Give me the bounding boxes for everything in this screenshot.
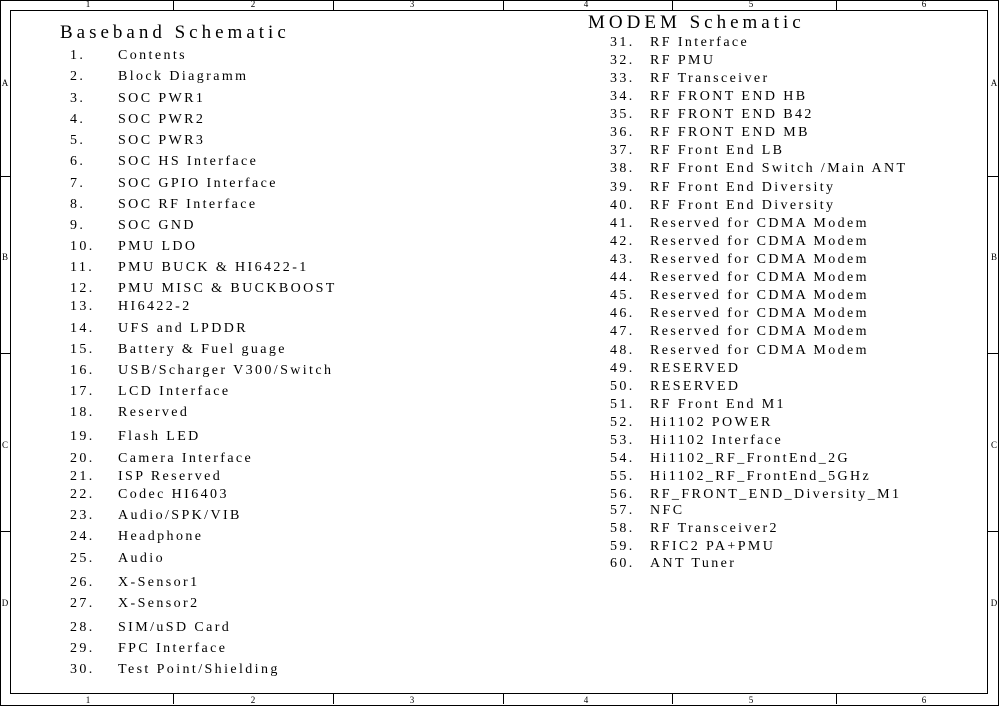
baseband-entry	[70, 575, 199, 591]
entry-number: 56.	[610, 487, 635, 502]
baseband-entry	[70, 197, 258, 213]
entry-label: HI6422-2	[118, 299, 192, 314]
modem-entry	[610, 451, 850, 467]
entry-label: RFIC2 PA+PMU	[650, 539, 776, 554]
entry-number: 2.	[70, 69, 86, 84]
entry-number: 46.	[610, 306, 635, 321]
column-marker: 3	[409, 0, 415, 9]
entry-label: SOC PWR1	[118, 91, 206, 106]
entry-label: Reserved for CDMA Modem	[650, 306, 869, 321]
column-marker: 2	[250, 695, 256, 705]
modem-entry	[610, 361, 740, 377]
baseband-entry	[70, 239, 197, 255]
entry-label: Reserved for CDMA Modem	[650, 343, 869, 358]
entry-number: 43.	[610, 252, 635, 267]
entry-label: Reserved for CDMA Modem	[650, 288, 869, 303]
entry-label: RF FRONT END B42	[650, 107, 814, 122]
baseband-entry	[70, 662, 280, 678]
entry-number: 47.	[610, 324, 635, 339]
entry-label: USB/Scharger V300/Switch	[118, 363, 334, 378]
entry-number: 58.	[610, 521, 635, 536]
entry-number: 14.	[70, 321, 95, 336]
entry-label: NFC	[650, 503, 685, 518]
entry-label: Block Diagramm	[118, 69, 249, 84]
entry-number: 28.	[70, 620, 95, 635]
baseband-entry	[70, 112, 205, 128]
entry-label: RF FRONT END HB	[650, 89, 808, 104]
baseband-title: Baseband Schematic	[60, 22, 290, 43]
entry-label: Hi1102_RF_FrontEnd_5GHz	[650, 469, 872, 484]
baseband-entry	[70, 405, 189, 421]
entry-label: SIM/uSD Card	[118, 620, 232, 635]
entry-number: 41.	[610, 216, 635, 231]
entry-label: Reserved for CDMA Modem	[650, 234, 869, 249]
column-divider	[836, 0, 837, 10]
entry-number: 18.	[70, 405, 95, 420]
column-divider	[503, 694, 504, 704]
entry-number: 24.	[70, 529, 95, 544]
modem-entry	[610, 180, 835, 196]
entry-label: Test Point/Shielding	[118, 662, 280, 677]
modem-entry	[610, 539, 775, 555]
baseband-entry	[70, 321, 248, 337]
entry-label: Audio/SPK/VIB	[118, 508, 242, 523]
baseband-entry	[70, 69, 248, 85]
row-marker: B	[1, 252, 8, 262]
column-divider	[333, 0, 334, 10]
entry-number: 51.	[610, 397, 635, 412]
baseband-entry	[70, 596, 199, 612]
entry-number: 53.	[610, 433, 635, 448]
modem-entry	[610, 35, 749, 51]
entry-number: 5.	[70, 133, 86, 148]
entry-label: Reserved for CDMA Modem	[650, 324, 869, 339]
modem-entry	[610, 143, 784, 159]
column-divider	[173, 694, 174, 704]
entry-label: LCD Interface	[118, 384, 231, 399]
entry-label: RESERVED	[650, 379, 741, 394]
entry-label: SOC PWR2	[118, 112, 206, 127]
baseband-entry	[70, 154, 258, 170]
modem-entry	[610, 469, 871, 485]
modem-entry	[610, 397, 786, 413]
modem-entry	[610, 161, 907, 177]
entry-label: RESERVED	[650, 361, 741, 376]
column-divider	[836, 694, 837, 704]
baseband-entry	[70, 384, 230, 400]
modem-entry	[610, 503, 684, 519]
entry-number: 31.	[610, 35, 635, 50]
baseband-entry	[70, 218, 196, 234]
baseband-entry	[70, 641, 227, 657]
baseband-entry	[70, 363, 333, 379]
entry-number: 48.	[610, 343, 635, 358]
modem-entry	[610, 415, 773, 431]
baseband-entry	[70, 48, 187, 64]
entry-label: SOC RF Interface	[118, 197, 258, 212]
row-divider	[988, 353, 998, 354]
baseband-entry	[70, 529, 203, 545]
entry-number: 19.	[70, 429, 95, 444]
entry-number: 30.	[70, 662, 95, 677]
entry-label: RF PMU	[650, 53, 716, 68]
entry-number: 4.	[70, 112, 86, 127]
entry-number: 45.	[610, 288, 635, 303]
entry-number: 34.	[610, 89, 635, 104]
modem-entry	[610, 252, 869, 268]
entry-number: 7.	[70, 176, 86, 191]
modem-entry	[610, 53, 715, 69]
baseband-entry	[70, 260, 309, 276]
entry-label: RF Transceiver2	[650, 521, 779, 536]
column-divider	[503, 0, 504, 10]
entry-label: RF_FRONT_END_Diversity_M1	[650, 487, 902, 502]
entry-number: 1.	[70, 48, 86, 63]
entry-number: 59.	[610, 539, 635, 554]
entry-label: RF Front End M1	[650, 397, 786, 412]
entry-label: RF Front End Diversity	[650, 180, 836, 195]
entry-number: 16.	[70, 363, 95, 378]
entry-label: PMU MISC & BUCKBOOST	[118, 281, 337, 296]
modem-entry	[610, 71, 770, 87]
entry-label: UFS and LPDDR	[118, 321, 248, 336]
modem-title: MODEM Schematic	[588, 12, 805, 33]
baseband-entry	[70, 299, 192, 315]
entry-label: SOC HS Interface	[118, 154, 259, 169]
entry-number: 12.	[70, 281, 95, 296]
column-marker: 5	[748, 0, 754, 9]
column-divider	[173, 0, 174, 10]
entry-label: SOC GND	[118, 218, 196, 233]
row-divider	[988, 531, 998, 532]
entry-number: 11.	[70, 260, 95, 275]
entry-number: 57.	[610, 503, 635, 518]
entry-label: Reserved	[118, 405, 190, 420]
entry-label: Reserved for CDMA Modem	[650, 270, 869, 285]
row-marker: A	[1, 78, 9, 88]
entry-label: Battery & Fuel guage	[118, 342, 287, 357]
row-marker: C	[990, 440, 997, 450]
column-divider	[672, 694, 673, 704]
entry-number: 36.	[610, 125, 635, 140]
column-marker: 4	[583, 695, 589, 705]
baseband-entry	[70, 281, 337, 297]
entry-label: Flash LED	[118, 429, 201, 444]
entry-number: 50.	[610, 379, 635, 394]
entry-number: 54.	[610, 451, 635, 466]
entry-number: 60.	[610, 556, 635, 571]
entry-label: PMU BUCK & HI6422-1	[118, 260, 309, 275]
row-divider	[0, 353, 10, 354]
entry-number: 17.	[70, 384, 95, 399]
entry-label: RF Transceiver	[650, 71, 770, 86]
entry-label: Contents	[118, 48, 187, 63]
entry-label: ANT Tuner	[650, 556, 737, 571]
baseband-entry	[70, 620, 231, 636]
entry-number: 32.	[610, 53, 635, 68]
entry-number: 10.	[70, 239, 95, 254]
entry-number: 52.	[610, 415, 635, 430]
column-marker: 1	[85, 0, 91, 9]
column-marker: 4	[583, 0, 589, 9]
entry-number: 13.	[70, 299, 95, 314]
row-marker: D	[1, 598, 9, 608]
modem-entry	[610, 270, 869, 286]
baseband-entry	[70, 91, 205, 107]
column-marker: 6	[921, 0, 927, 9]
modem-entry	[610, 487, 901, 503]
entry-label: FPC Interface	[118, 641, 228, 656]
entry-label: X-Sensor1	[118, 575, 200, 590]
entry-label: ISP Reserved	[118, 469, 223, 484]
baseband-entry	[70, 133, 205, 149]
baseband-entry	[70, 469, 222, 485]
entry-label: Audio	[118, 551, 165, 566]
entry-number: 20.	[70, 451, 95, 466]
column-marker: 5	[748, 695, 754, 705]
entry-label: Reserved for CDMA Modem	[650, 252, 869, 267]
baseband-entry	[70, 487, 229, 503]
entry-number: 35.	[610, 107, 635, 122]
entry-label: RF FRONT END MB	[650, 125, 810, 140]
column-marker: 1	[85, 695, 91, 705]
entry-label: RF Front End Switch /Main ANT	[650, 161, 908, 176]
entry-number: 26.	[70, 575, 95, 590]
modem-entry	[610, 107, 814, 123]
modem-entry	[610, 433, 783, 449]
modem-entry	[610, 216, 869, 232]
modem-entry	[610, 343, 869, 359]
baseband-entry	[70, 451, 253, 467]
row-marker: D	[990, 598, 998, 608]
modem-entry	[610, 556, 736, 572]
modem-entry	[610, 89, 808, 105]
baseband-entry	[70, 342, 287, 358]
entry-number: 22.	[70, 487, 95, 502]
baseband-entry	[70, 551, 165, 567]
entry-label: SOC GPIO Interface	[118, 176, 278, 191]
entry-number: 9.	[70, 218, 86, 233]
entry-number: 44.	[610, 270, 635, 285]
column-marker: 2	[250, 0, 256, 9]
modem-entry	[610, 521, 779, 537]
row-marker: B	[990, 252, 997, 262]
entry-number: 42.	[610, 234, 635, 249]
entry-number: 27.	[70, 596, 95, 611]
entry-label: Codec HI6403	[118, 487, 229, 502]
entry-number: 25.	[70, 551, 95, 566]
entry-number: 55.	[610, 469, 635, 484]
entry-label: Reserved for CDMA Modem	[650, 216, 869, 231]
column-marker: 6	[921, 695, 927, 705]
column-divider	[333, 694, 334, 704]
entry-label: RF Front End LB	[650, 143, 785, 158]
entry-number: 37.	[610, 143, 635, 158]
row-marker: A	[990, 78, 998, 88]
baseband-entry	[70, 176, 278, 192]
row-divider	[988, 176, 998, 177]
entry-number: 33.	[610, 71, 635, 86]
entry-label: RF Front End Diversity	[650, 198, 836, 213]
modem-entry	[610, 234, 869, 250]
entry-label: RF Interface	[650, 35, 750, 50]
modem-entry	[610, 379, 740, 395]
entry-number: 8.	[70, 197, 86, 212]
column-divider	[672, 0, 673, 10]
column-marker: 3	[409, 695, 415, 705]
modem-entry	[610, 306, 869, 322]
baseband-entry	[70, 429, 201, 445]
entry-label: X-Sensor2	[118, 596, 200, 611]
entry-number: 40.	[610, 198, 635, 213]
row-marker: C	[1, 440, 8, 450]
entry-number: 38.	[610, 161, 635, 176]
modem-entry	[610, 125, 810, 141]
entry-label: Camera Interface	[118, 451, 254, 466]
row-divider	[0, 531, 10, 532]
entry-number: 39.	[610, 180, 635, 195]
modem-entry	[610, 288, 869, 304]
entry-label: Hi1102 Interface	[650, 433, 784, 448]
entry-number: 15.	[70, 342, 95, 357]
entry-number: 23.	[70, 508, 95, 523]
modem-entry	[610, 198, 835, 214]
modem-entry	[610, 324, 869, 340]
entry-label: Hi1102 POWER	[650, 415, 773, 430]
baseband-entry	[70, 508, 242, 524]
entry-label: SOC PWR3	[118, 133, 206, 148]
entry-number: 6.	[70, 154, 86, 169]
entry-label: PMU LDO	[118, 239, 198, 254]
entry-label: Headphone	[118, 529, 204, 544]
row-divider	[0, 176, 10, 177]
entry-label: Hi1102_RF_FrontEnd_2G	[650, 451, 851, 466]
entry-number: 49.	[610, 361, 635, 376]
entry-number: 3.	[70, 91, 86, 106]
entry-number: 29.	[70, 641, 95, 656]
entry-number: 21.	[70, 469, 95, 484]
